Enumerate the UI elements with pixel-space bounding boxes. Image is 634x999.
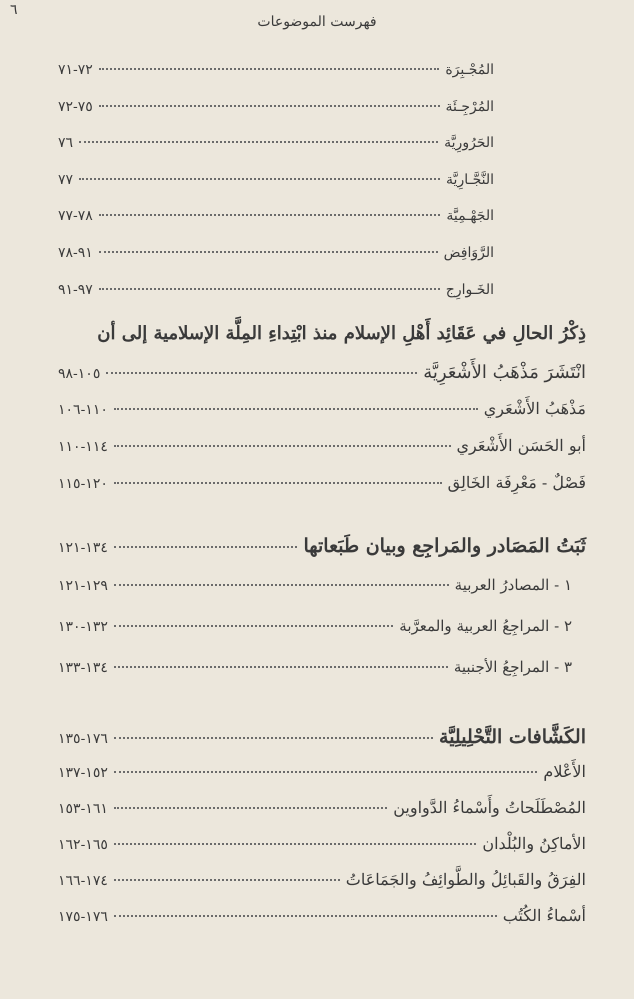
toc-entry	[58, 906, 586, 942]
toc-entry	[58, 870, 586, 906]
toc-entry-pages: ١١٠-١٠٦	[58, 402, 108, 418]
toc-entry-pages: ٧٨-٧٧	[58, 208, 93, 225]
toc-entry-title: المُصْطَلَحاتُ وأَسْماءُ الدَّواوين	[393, 798, 586, 817]
leader-dots	[114, 408, 478, 410]
leader-dots	[114, 625, 393, 627]
toc-entry-title: مَذْهَبُ الأَشْعَري	[483, 399, 586, 418]
toc-entry-title: ٢ - المراجِعُ العربية والمعرَّبة	[399, 617, 572, 635]
toc-entry-pages: ٧٦	[58, 135, 74, 152]
toc-entry	[58, 473, 586, 510]
toc-entry-pages: ١٦١-١٥٣	[58, 801, 108, 817]
page-header: فهرست الموضوعات	[257, 14, 377, 30]
toc-entry	[58, 834, 586, 870]
toc-entry-pages: ١٣٤-١٣٣	[58, 660, 108, 676]
toc-entry-title: فَصْلٌ - مَعْرِفَة الخَالِق	[447, 473, 586, 492]
toc-entry-pages: ٩٧-٩١	[58, 281, 93, 298]
leader-dots	[114, 666, 448, 668]
toc-entry	[58, 99, 494, 136]
toc-entry-pages: ١٢٠-١١٥	[58, 476, 108, 492]
toc-entry-title: ١ - المصادرُ العربية	[454, 576, 572, 594]
toc-entry-pages: ١٢٩-١٢١	[58, 578, 108, 594]
toc-entry-pages: ٧٥-٧٢	[58, 98, 93, 115]
leader-dots	[79, 141, 438, 143]
toc-entry-title: انْتَشَرَ مَذْهَبُ الأَشْعَرِيَّة	[423, 362, 586, 383]
page-number: ٦	[10, 2, 18, 18]
toc-entry-title: أسْماءُ الكُتُب	[502, 906, 586, 925]
toc-group-ashari	[58, 362, 586, 510]
leader-dots	[114, 584, 449, 586]
toc-entry	[58, 62, 494, 99]
leader-dots	[114, 445, 451, 447]
toc-entry	[58, 798, 586, 834]
toc-entry-pages: ١٧٤-١٦٦	[58, 873, 108, 889]
toc-entry-title: الأَعْلام	[543, 762, 586, 781]
toc-entry	[58, 362, 586, 399]
toc-entry-title: ثَبَتُ المَصَادر والمَراجِع وبيان طَبَعاتها	[303, 535, 586, 557]
toc-entry	[58, 762, 586, 798]
toc-entry-title: المُجْـبِرَة	[445, 62, 494, 78]
leader-dots	[99, 288, 440, 290]
leader-dots	[114, 482, 442, 484]
toc-entry-title: الجَهْـمِيَّة	[446, 208, 494, 225]
leader-dots	[114, 546, 298, 548]
toc-entry-pages: ٩١-٧٨	[58, 244, 93, 261]
toc-entry-pages: ١٦٥-١٦٢	[58, 837, 108, 853]
toc-entry-pages: ١٣٢-١٣٠	[58, 619, 108, 635]
leader-dots	[106, 372, 417, 374]
leader-dots	[99, 68, 440, 70]
toc-entry	[58, 399, 586, 436]
toc-entry	[58, 436, 586, 473]
toc-entry-pages: ٧٧	[58, 171, 74, 188]
toc-entry-pages: ١٣٤-١٢١	[58, 540, 108, 556]
toc-entry-pages: ١٠٥-٩٨	[58, 366, 101, 382]
leader-dots	[114, 737, 433, 739]
toc-entry-pages: ٧٢-٧١	[58, 62, 93, 78]
leader-dots	[114, 807, 387, 809]
toc-entry-pages: ١٥٢-١٣٧	[58, 765, 108, 781]
toc-group-sources	[58, 535, 586, 699]
toc-entry	[58, 282, 494, 319]
toc-section-heading	[58, 535, 586, 576]
toc-entry-title: أبو الحَسَن الأَشْعَري	[456, 436, 586, 455]
leader-dots	[79, 178, 440, 180]
toc-entry-title: النَّجَّـارِيَّة	[446, 171, 494, 188]
leader-dots	[114, 843, 476, 845]
leader-dots	[99, 251, 438, 253]
leader-dots	[99, 105, 440, 107]
section-heading: ذِكْرُ الحالِ في عَقَائِد أَهْلِ الإسلام منذ ابْتِداءِ المِلَّة الإسلامية إلى أن	[97, 323, 586, 344]
toc-entry-title: الأماكِنُ والبُلْدان	[482, 834, 586, 853]
leader-dots	[114, 915, 497, 917]
toc-entry	[58, 576, 586, 617]
toc-entry-title: الخَـوارِج	[445, 281, 494, 298]
toc-entry	[58, 208, 494, 245]
toc-section-heading	[58, 726, 586, 762]
toc-entry	[58, 617, 586, 658]
toc-entry-title: الحَرُورِيَّة	[444, 135, 494, 152]
leader-dots	[99, 214, 441, 216]
toc-entry	[58, 658, 586, 699]
toc-entry-title: ٣ - المراجِعُ الأجنبية	[453, 658, 572, 676]
leader-dots	[114, 879, 340, 881]
toc-entry	[58, 172, 494, 209]
leader-dots	[114, 771, 538, 773]
toc-entry-pages: ١٧٦-١٧٥	[58, 909, 108, 925]
toc-entry-pages: ١١٤-١١٠	[58, 439, 108, 455]
toc-entry	[58, 245, 494, 282]
toc-entry	[58, 135, 494, 172]
toc-group-indexes	[58, 726, 586, 942]
toc-entry-title: الرَّوَافِض	[443, 244, 494, 261]
toc-entry-title: الكَشَّافات التَّحْلِيلِيَّة	[439, 726, 586, 748]
toc-entry-title: المُرْجِـئَة	[445, 98, 494, 115]
toc-entry-title: الفِرَقُ والقَبائِلُ والطَّوائِفُ والجَمَاعَاتُ	[345, 870, 586, 889]
toc-group-sects	[58, 62, 494, 318]
toc-entry-pages: ١٧٦-١٣٥	[58, 731, 108, 747]
